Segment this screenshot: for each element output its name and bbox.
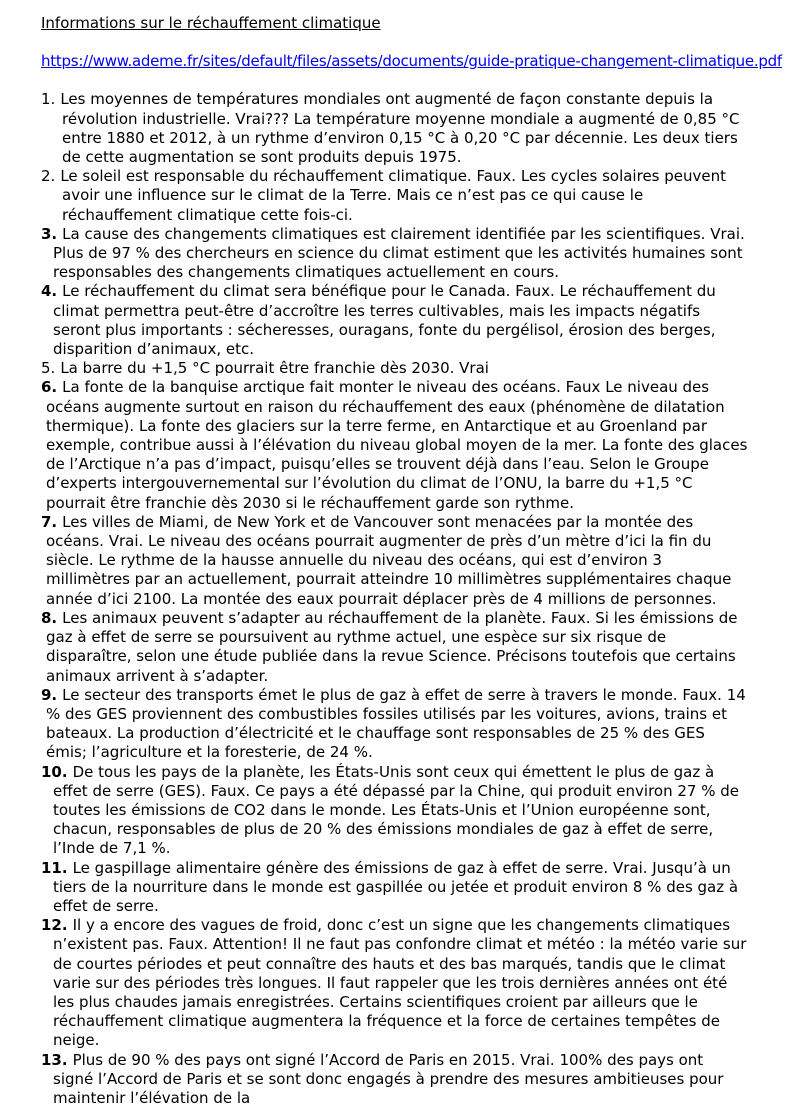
list-item bbox=[41, 378, 748, 512]
item-text: Le gaspillage alimentaire génère des émissions de gaz à effet de serre. Vrai. Jusqu’à un tiers de la nourriture dans le monde est gaspillée ou jetée et produit environ 8 % des gaz à effet de serre. bbox=[53, 858, 739, 915]
item-number: 4. bbox=[41, 282, 58, 301]
document-link[interactable]: https://www.ademe.fr/sites/default/files/assets/documents/guide-pratique-changement-climatique.pdf bbox=[41, 52, 782, 71]
item-number: 6. bbox=[41, 378, 58, 397]
item-text: Il y a encore des vagues de froid, donc c’est un signe que les changements climatiques n’existent pas. Faux. Attention! Il ne faut pas confondre climat et météo : la météo varie sur de courtes périodes et peut connaître des hauts et des bas marqués, tandis que le climat varie sur des périodes très longues. Il faut rappeler que les trois dernières années ont été les plus chaudes jamais enregistrées. Certains scientifiques croient par ailleurs que le réchauffement climatique augmentera la fréquence et la force de certaines tempêtes de neige. bbox=[53, 916, 747, 1050]
list-item bbox=[41, 282, 748, 359]
item-text: Le soleil est responsable du réchauffement climatique. Faux. Les cycles solaires peuvent avoir une influence sur le climat de la Terre. Mais ce n’est pas ce qui cause le réchauffement climatique cette fois-ci. bbox=[60, 167, 727, 224]
list-item bbox=[41, 513, 748, 609]
page-title: Informations sur le réchauffement climatique bbox=[41, 14, 381, 32]
item-text: Les moyennes de températures mondiales ont augmenté de façon constante depuis la révolution industrielle. Vrai??? La température moyenne mondiale a augmenté de 0,85 °C entre 1880 et 2012, à un rythme d’environ 0,15 °C à 0,20 °C par décennie. Les deux tiers de cette augmentation se sont produits depuis 1975. bbox=[60, 90, 740, 167]
item-text: Les villes de Miami, de New York et de Vancouver sont menacées par la montée des océans. Vrai. Le niveau des océans pourrait augmenter de près d’un mètre d’ici la fin du siècle. Le rythme de la hausse annuelle du niveau des océans, qui est d’environ 3 millimètres par an actuellement, pourrait atteindre 10 millimètres supplémentaires chaque année d’ici 2100. La montée des eaux pourrait déplacer près de 4 millions de personnes. bbox=[46, 512, 732, 608]
list-item bbox=[41, 225, 748, 283]
item-number: 11. bbox=[41, 858, 68, 877]
item-number: 12. bbox=[41, 916, 68, 935]
item-text: De tous les pays de la planète, les États-Unis sont ceux qui émettent le plus de gaz à effet de serre (GES). Faux. Ce pays a été dépassé par la Chine, qui produit environ 27 % de toutes les émissions de CO2 dans le monde. Les États-Unis et l’Union européenne sont, chacun, responsables de plus de 20 % des émissions mondiales de gaz à effet de serre, l’Inde de 7,1 %. bbox=[53, 762, 740, 858]
item-text: Les animaux peuvent s’adapter au réchauffement de la planète. Faux. Si les émissions de gaz à effet de serre se poursuivent au rythme actuel, une espèce sur six risque de disparaître, selon une étude publiée dans la revue Science. Précisons toutefois que certains animaux arrivent à s’adapter. bbox=[46, 608, 738, 685]
list-item bbox=[41, 686, 748, 763]
list-item bbox=[41, 90, 748, 167]
item-number: 1. bbox=[41, 90, 56, 109]
item-number: 5. bbox=[41, 359, 56, 378]
list-item bbox=[41, 167, 748, 225]
item-text: La barre du +1,5 °C pourrait être franchie dès 2030. Vrai bbox=[60, 359, 489, 378]
qa-list bbox=[41, 90, 748, 1108]
list-item bbox=[41, 1051, 748, 1108]
item-text: La cause des changements climatiques est clairement identifiée par les scientifiques. Vrai. Plus de 97 % des chercheurs en science du climat estiment que les activités humaines sont responsables des changements climatiques actuellement en cours. bbox=[53, 224, 745, 282]
list-item bbox=[41, 916, 748, 1050]
item-number: 3. bbox=[41, 224, 58, 243]
item-text: La fonte de la banquise arctique fait monter le niveau des océans. Faux Le niveau des océans augmente surtout en raison du réchauffement des eaux (phénomène de dilatation thermique). La fonte des glaciers sur la terre ferme, en Antarctique et au Groenland par exemple, contribue aussi à l’élévation du niveau global moyen de la mer. La fonte des glaces de l’Arctique n’a pas d’impact, puisqu’elles se trouvent déjà dans l’eau. Selon le Groupe d’experts intergouvernemental sur l’évolution du climat de l’ONU, la barre du +1,5 °C pourrait être franchie dès 2030 si le réchauffement garde son rythme. bbox=[46, 378, 748, 512]
link-line bbox=[41, 52, 782, 71]
item-text: Le réchauffement du climat sera bénéfique pour le Canada. Faux. Le réchauffement du climat permettra peut-être d’accroître les terres cultivables, mais les impacts négatifs seront plus importants : sécheresses, ouragans, fonte du pergélisol, érosion des berges, disparition d’animaux, etc. bbox=[53, 282, 716, 359]
item-text: Le secteur des transports émet le plus de gaz à effet de serre à travers le monde. Faux. 14 % des GES proviennent des combustibles fossiles utilisés par les voitures, avions, trains et bateaux. La production d’électricité et le chauffage sont responsables de 25 % des GES émis; l’agriculture et la foresterie, de 24 %. bbox=[46, 685, 746, 762]
item-text: Plus de 90 % des pays ont signé l’Accord de Paris en 2015. Vrai. 100% des pays ont signé l’Accord de Paris et se sont donc engagés à prendre des mesures ambitieuses pour maintenir l’élévation de la bbox=[53, 1050, 724, 1107]
list-item bbox=[41, 859, 748, 917]
item-number: 2. bbox=[41, 167, 56, 186]
list-item bbox=[41, 359, 748, 378]
item-number: 8. bbox=[41, 608, 58, 627]
item-number: 10. bbox=[41, 762, 68, 781]
list-item bbox=[41, 609, 748, 686]
item-number: 7. bbox=[41, 512, 58, 531]
item-number: 9. bbox=[41, 685, 58, 704]
item-number: 13. bbox=[41, 1050, 68, 1069]
list-item bbox=[41, 763, 748, 859]
